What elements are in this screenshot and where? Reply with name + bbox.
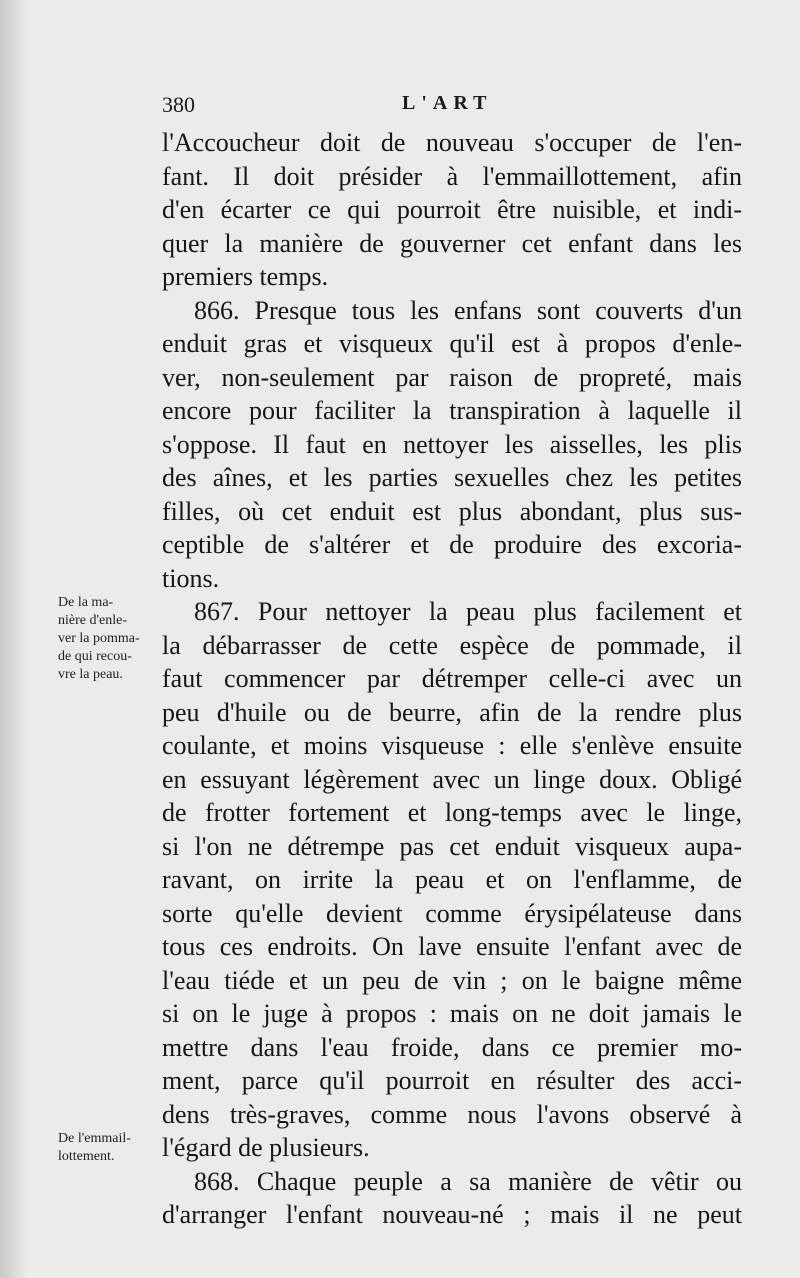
text-line: coulante, et moins visqueuse : elle s'enlève ensuite — [162, 731, 742, 760]
text-line: de frotter fortement et long-temps avec le linge, — [162, 798, 742, 827]
text-line: s'oppose. Il faut en nettoyer les aisselles, les plis — [162, 429, 742, 459]
text-line: fant. Il doit présider à l'emmaillottement, afin — [162, 161, 742, 191]
text-line: d'en écarter ce qui pourroit être nuisible, et indi- — [162, 195, 742, 224]
body-text — [162, 126, 742, 1232]
text-line: tions. — [162, 563, 220, 593]
text-line: ver, non-seulement par raison de propreté, mais — [162, 362, 742, 392]
text-line: la débarrasser de cette espèce de pommade, il — [162, 630, 742, 660]
binding-shadow — [0, 0, 28, 1278]
margin-note-pommade — [58, 594, 160, 684]
text-line: dens très-graves, comme nous l'avons observé à — [162, 1099, 742, 1129]
text-line: l'eau tiéde et un peu de vin ; on le baigne même — [162, 965, 742, 995]
text-line: ravant, on irrite la peau et on l'enflamme, de — [162, 865, 742, 894]
text-line: si on le juge à propos : mais on ne doit jamais le — [162, 999, 742, 1028]
paragraph-868-start: 868. Chaque peuple a sa manière de vêtir ou — [194, 1166, 742, 1196]
text-line: encore pour faciliter la transpiration à laquelle il — [162, 396, 742, 425]
running-title: L'ART — [402, 92, 493, 114]
margin-note-line: lottement. — [58, 1149, 115, 1164]
text-line: premiers temps. — [162, 262, 329, 291]
margin-note-line: De la ma- — [58, 595, 114, 610]
text-line: sorte qu'elle devient comme érysipélateuse dans — [162, 898, 742, 928]
text-line: l'égard de plusieurs. — [162, 1133, 370, 1162]
paragraph-867-start: 867. Pour nettoyer la peau plus facilement et — [194, 597, 742, 626]
text-line: ment, parce qu'il pourroit en résulter des acci- — [162, 1066, 742, 1095]
page-header — [162, 92, 742, 124]
paragraph-866-start: 866. Presque tous les enfans sont couverts d'un — [194, 295, 742, 325]
text-line: des aînes, et les parties sexuelles chez les petites — [162, 463, 742, 492]
text-line: si l'on ne détrempe pas cet enduit visqueux aupa- — [162, 831, 742, 861]
text-line: tous ces endroits. On lave ensuite l'enfant avec de — [162, 932, 742, 961]
margin-note-line: vre la peau. — [58, 667, 123, 682]
text-line: ceptible de s'altérer et de produire des excoria- — [162, 530, 742, 559]
margin-note-line: ver la pomma- — [58, 631, 140, 646]
margin-note-line: De l'emmail- — [58, 1131, 131, 1146]
text-line: faut commencer par détremper celle-ci avec un — [162, 664, 742, 693]
margin-note-line: nière d'enle- — [58, 613, 127, 628]
page-number: 380 — [162, 92, 195, 117]
text-line: d'arranger l'enfant nouveau-né ; mais il ne peut — [162, 1200, 742, 1229]
text-line: peu d'huile ou de beurre, afin de la rendre plus — [162, 697, 742, 727]
text-line: mettre dans l'eau froide, dans ce premier mo- — [162, 1032, 742, 1062]
margin-note-emmaillottement — [58, 1130, 160, 1166]
text-line: filles, où cet enduit est plus abondant, plus sus- — [162, 496, 742, 526]
text-line: l'Accoucheur doit de nouveau s'occuper de l'en- — [162, 128, 742, 157]
text-line: en essuyant légèrement avec un linge doux. Obligé — [162, 764, 742, 794]
margin-note-line: de qui recou- — [58, 649, 132, 664]
text-line: enduit gras et visqueux qu'il est à propos d'enle- — [162, 329, 742, 358]
text-line: quer la manière de gouverner cet enfant dans les — [162, 228, 742, 258]
